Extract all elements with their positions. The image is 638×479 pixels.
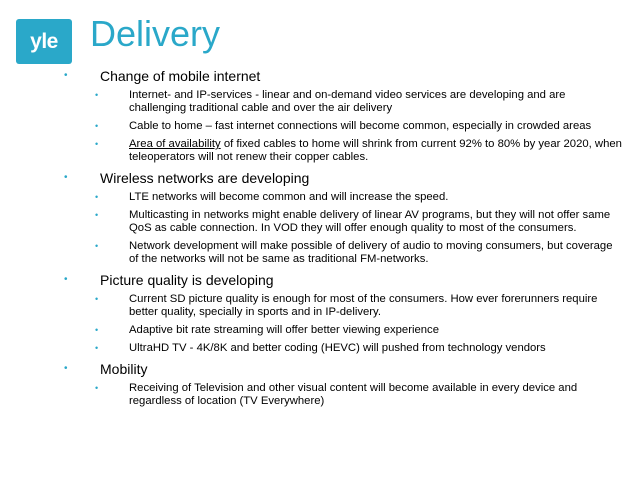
bullet-icon: • (95, 192, 99, 202)
list-item: • Adaptive bit rate streaming will offer better viewing experience (95, 324, 439, 336)
bullet-list (64, 68, 624, 408)
bullet-icon: • (64, 70, 68, 81)
list-item: • Area of availability of fixed cables to home will shrink from current 92% to 80% by year 2020, when teleoperators will not renew their copper cables. (95, 138, 622, 163)
section-heading: • Mobility (64, 361, 148, 377)
underlined-term: Area of availability (129, 138, 221, 150)
logo-text: yle (30, 29, 58, 53)
bullet-icon: • (64, 274, 68, 285)
section-heading: • Picture quality is developing (64, 272, 274, 288)
bullet-icon: • (95, 294, 99, 304)
list-item: • Internet- and IP-services - linear and on-demand video services are developing and are challenging traditional cable and over the air delivery (95, 89, 566, 114)
bullet-icon: • (95, 210, 99, 220)
list-item: • Multicasting in networks might enable delivery of linear AV programs, but they will not offer same QoS as cable connection. In VOD they will offer enough quality to most of the consumers. (95, 209, 611, 234)
list-item: • Current SD picture quality is enough for most of the consumers. How ever forerunners require better quality, specially in sports and in IP-delivery. (95, 293, 598, 318)
bullet-icon: • (64, 363, 68, 374)
bullet-icon: • (95, 325, 99, 335)
bullet-icon: • (95, 121, 99, 131)
bullet-icon: • (95, 139, 99, 149)
bullet-icon: • (64, 172, 68, 183)
section-heading: • Change of mobile internet (64, 68, 261, 84)
bullet-icon: • (95, 383, 99, 393)
bullet-icon: • (95, 343, 99, 353)
bullet-icon: • (95, 90, 99, 100)
list-item: • UltraHD TV - 4K/8K and better coding (HEVC) will pushed from technology vendors (95, 342, 546, 354)
list-item: • Network development will make possible of delivery of audio to moving consumers, but coverage of the networks will not be same as traditional FM-networks. (95, 240, 613, 265)
list-item: • Receiving of Television and other visual content will become available in every device and regardless of location (TV Everywhere) (95, 382, 578, 407)
slide-title: Delivery (90, 13, 221, 54)
bullet-icon: • (95, 241, 99, 251)
list-item: • LTE networks will become common and will increase the speed. (95, 191, 449, 203)
section-heading: • Wireless networks are developing (64, 170, 310, 186)
yle-logo (16, 19, 72, 64)
list-item: • Cable to home – fast internet connections will become common, especially in crowded areas (95, 120, 592, 132)
